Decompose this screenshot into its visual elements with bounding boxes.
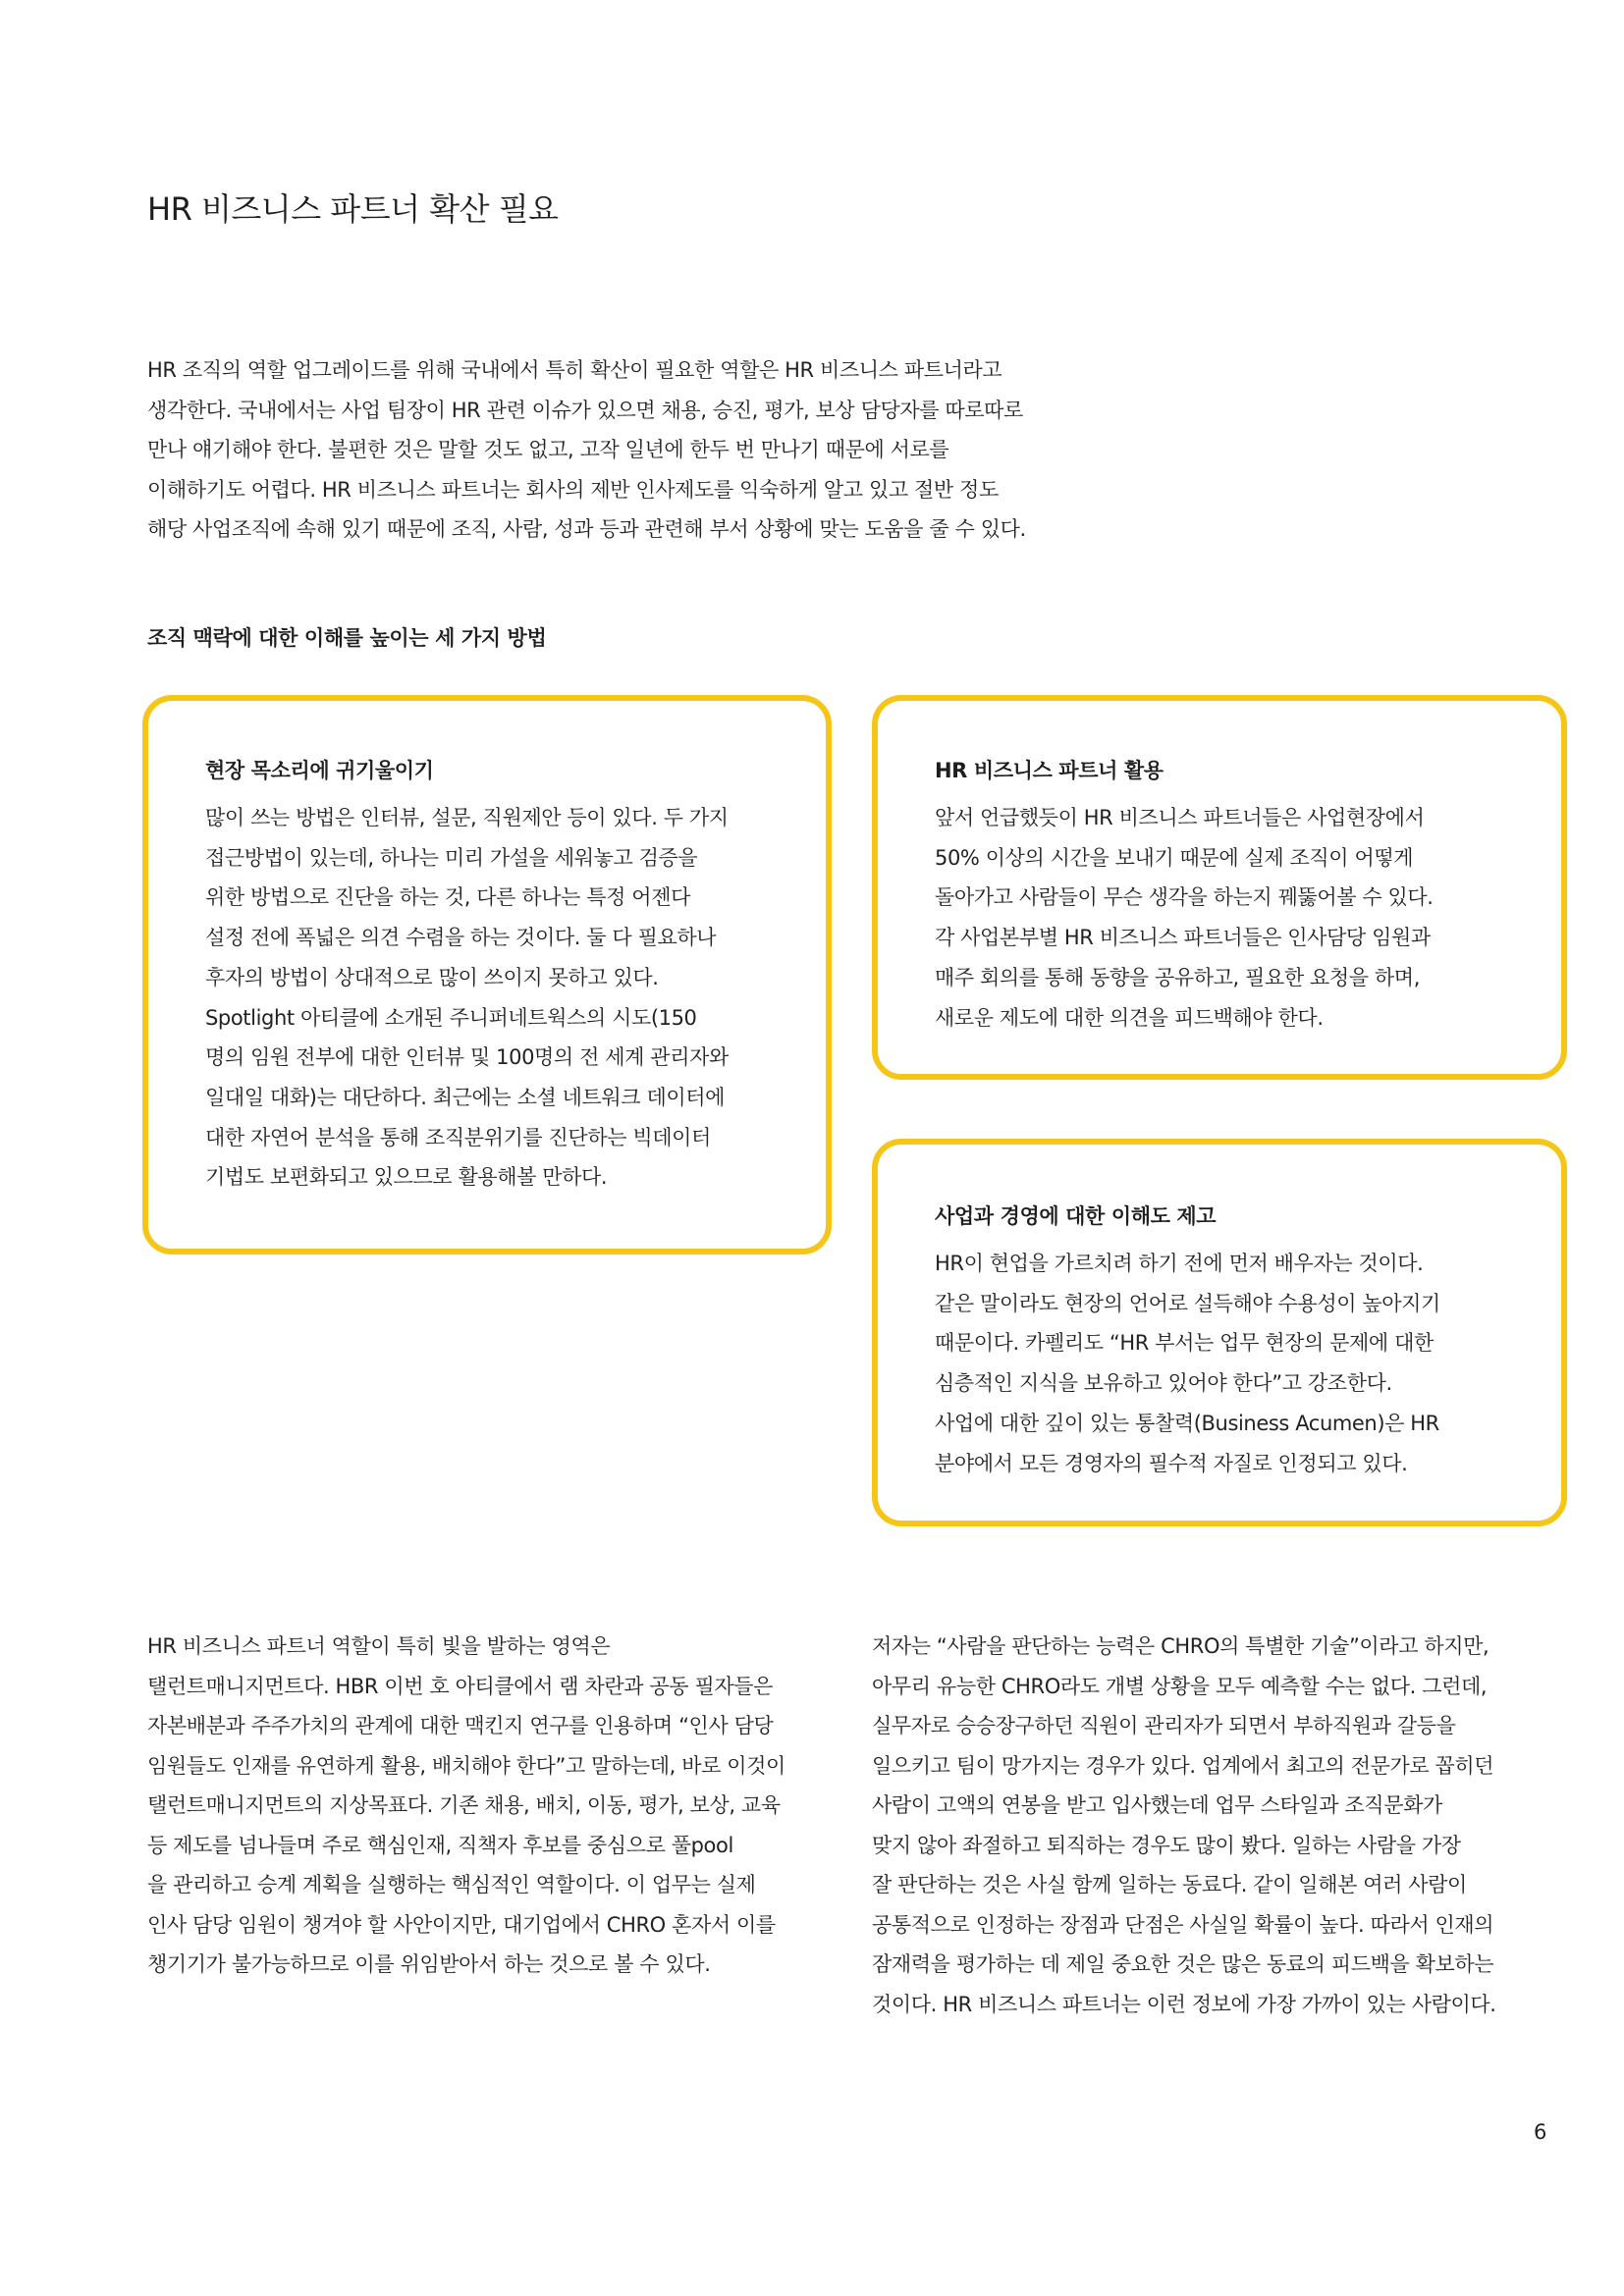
body-line: 실무자로 승승장구하던 직원이 관리자가 되면서 부하직원과 갈등을 bbox=[872, 1714, 1456, 1737]
body-line: 챙기기가 불가능하므로 이를 위임받아서 하는 것으로 볼 수 있다. bbox=[147, 1952, 711, 1976]
callout-title: 현장 목소리에 귀기울이기 bbox=[205, 759, 434, 782]
intro-line: 해당 사업조직에 속해 있기 때문에 조직, 사람, 성과 등과 관련해 부서 상황에 맞는 도움을 줄 수 있다. bbox=[147, 517, 1026, 541]
body-line: 등 제도를 넘나들며 주로 핵심인재, 직책자 후보를 중심으로 풀pool bbox=[147, 1833, 733, 1857]
callout-title: 사업과 경영에 대한 이해도 제고 bbox=[935, 1204, 1217, 1228]
callout-line: 일대일 대화)는 대단하다. 최근에는 소셜 네트워크 데이터에 bbox=[205, 1085, 725, 1109]
callout-line: Spotlight 아티클에 소개된 주니퍼네트웍스의 시도(150 bbox=[205, 1005, 697, 1030]
body-line: 맞지 않아 좌절하고 퇴직하는 경우도 많이 봤다. 일하는 사람을 가장 bbox=[872, 1833, 1461, 1857]
callout-line: 명의 임원 전부에 대한 인터뷰 및 100명의 전 세계 관리자와 bbox=[205, 1045, 729, 1070]
callout-line: HR이 현업을 가르치려 하기 전에 먼저 배우자는 것이다. bbox=[935, 1252, 1424, 1275]
callout-line: 사업에 대한 깊이 있는 통찰력(Business Acumen)은 HR bbox=[935, 1411, 1439, 1435]
body-line: HR 비즈니스 파트너 역할이 특히 빛을 발하는 영역은 bbox=[147, 1634, 611, 1658]
callout-line: 위한 방법으로 진단을 하는 것, 다른 하나는 특정 어젠다 bbox=[205, 885, 690, 910]
callout-line: 분야에서 모든 경영자의 필수적 자질로 인정되고 있다. bbox=[935, 1451, 1408, 1475]
callout-line: 대한 자연어 분석을 통해 조직분위기를 진단하는 빅데이터 bbox=[205, 1125, 711, 1149]
page-title: HR 비즈니스 파트너 확산 필요 bbox=[147, 190, 559, 228]
callout-line: 설정 전에 폭넓은 의견 수렴을 하는 것이다. 둘 다 필요하나 bbox=[205, 926, 717, 950]
callout-line: 기법도 보편화되고 있으므로 활용해볼 만하다. bbox=[205, 1165, 608, 1190]
body-line: 잠재력을 평가하는 데 제일 중요한 것은 많은 동료의 피드백을 확보하는 bbox=[872, 1952, 1494, 1976]
body-line: 을 관리하고 승계 계획을 실행하는 핵심적인 역할이다. 이 업무는 실제 bbox=[147, 1873, 756, 1896]
callout-line: 접근방법이 있는데, 하나는 미리 가설을 세워놓고 검증을 bbox=[205, 845, 698, 870]
intro-line: 생각한다. 국내에서는 사업 팀장이 HR 관련 이슈가 있으면 채용, 승진, 평가, 보상 담당자를 따로따로 bbox=[147, 398, 1023, 422]
callout-line: 심층적인 지식을 보유하고 있어야 한다”고 강조한다. bbox=[935, 1371, 1392, 1396]
body-line: 공통적으로 인정하는 장점과 단점은 사실일 확률이 높다. 따라서 인재의 bbox=[872, 1912, 1494, 1937]
body-column-right bbox=[872, 1627, 1559, 2024]
body-line: 사람이 고액의 연봉을 받고 입사했는데 업무 스타일과 조직문화가 bbox=[872, 1793, 1442, 1817]
callout-line: 때문이다. 카펠리도 “HR 부서는 업무 현장의 문제에 대한 bbox=[935, 1331, 1434, 1356]
page-number: 6 bbox=[1534, 2120, 1547, 2144]
body-column-left bbox=[147, 1627, 835, 1985]
body-line: 탤런트매니지먼트의 지상목표다. 기존 채용, 배치, 이동, 평가, 보상, 교육 bbox=[147, 1793, 781, 1817]
section-subheading: 조직 맥락에 대한 이해를 높이는 세 가지 방법 bbox=[147, 626, 547, 650]
callout-box-listen bbox=[142, 695, 832, 1255]
body-line: 아무리 유능한 CHRO라도 개별 상황을 모두 예측할 수는 없다. 그런데, bbox=[872, 1674, 1488, 1698]
body-line: 인사 담당 임원이 챙겨야 할 사안이지만, 대기업에서 CHRO 혼자서 이를 bbox=[147, 1912, 776, 1937]
body-line: 자본배분과 주주가치의 관계에 대한 맥킨지 연구를 인용하며 “인사 담당 bbox=[147, 1714, 774, 1737]
callout-body bbox=[205, 798, 794, 1198]
callout-box-business bbox=[872, 1139, 1567, 1526]
callout-body bbox=[935, 1244, 1524, 1483]
body-line: 일으키고 팀이 망가지는 경우가 있다. 업계에서 최고의 전문가로 꼽히던 bbox=[872, 1753, 1494, 1778]
callout-box-hrbp bbox=[872, 695, 1567, 1080]
callout-line: 각 사업본부별 HR 비즈니스 파트너들은 인사담당 임원과 bbox=[935, 926, 1431, 950]
callout-line: 같은 말이라도 현장의 언어로 설득해야 수용성이 높아지기 bbox=[935, 1291, 1440, 1315]
body-line: 것이다. HR 비즈니스 파트너는 이런 정보에 가장 가까이 있는 사람이다. bbox=[872, 1992, 1496, 2016]
body-line: 저자는 “사람을 판단하는 능력은 CHRO의 특별한 기술”이라고 하지만, bbox=[872, 1634, 1489, 1658]
callout-line: 많이 쓰는 방법은 인터뷰, 설문, 직원제안 등이 있다. 두 가지 bbox=[205, 806, 729, 829]
body-line: 잘 판단하는 것은 사실 함께 일하는 동료다. 같이 일해본 여러 사람이 bbox=[872, 1873, 1467, 1896]
intro-paragraph bbox=[147, 350, 1129, 550]
intro-line: 만나 얘기해야 한다. 불편한 것은 말할 것도 없고, 고작 일년에 한두 번 만나기 때문에 서로를 bbox=[147, 438, 949, 461]
intro-line: 이해하기도 어렵다. HR 비즈니스 파트너는 회사의 제반 인사제도를 익숙하게 알고 있고 절반 정도 bbox=[147, 477, 999, 502]
callout-line: 후자의 방법이 상대적으로 많이 쓰이지 못하고 있다. bbox=[205, 965, 659, 989]
callout-title: HR 비즈니스 파트너 활용 bbox=[935, 759, 1164, 782]
callout-line: 매주 회의를 통해 동향을 공유하고, 필요한 요청을 하며, bbox=[935, 965, 1420, 989]
body-line: 탤런트매니지먼트다. HBR 이번 호 아티클에서 램 차란과 공동 필자들은 bbox=[147, 1674, 773, 1698]
intro-line: HR 조직의 역할 업그레이드를 위해 국내에서 특히 확산이 필요한 역할은 HR 비즈니스 파트너라고 bbox=[147, 358, 1002, 382]
callout-line: 50% 이상의 시간을 보내기 때문에 실제 조직이 어떻게 bbox=[935, 845, 1414, 870]
callout-body bbox=[935, 798, 1524, 1038]
body-line: 임원들도 인재를 유연하게 활용, 배치해야 한다”고 말하는데, 바로 이것이 bbox=[147, 1753, 785, 1778]
callout-line: 앞서 언급했듯이 HR 비즈니스 파트너들은 사업현장에서 bbox=[935, 806, 1425, 829]
callout-line: 돌아가고 사람들이 무슨 생각을 하는지 꿰뚫어볼 수 있다. bbox=[935, 885, 1434, 910]
callout-line: 새로운 제도에 대한 의견을 피드백해야 한다. bbox=[935, 1005, 1324, 1030]
